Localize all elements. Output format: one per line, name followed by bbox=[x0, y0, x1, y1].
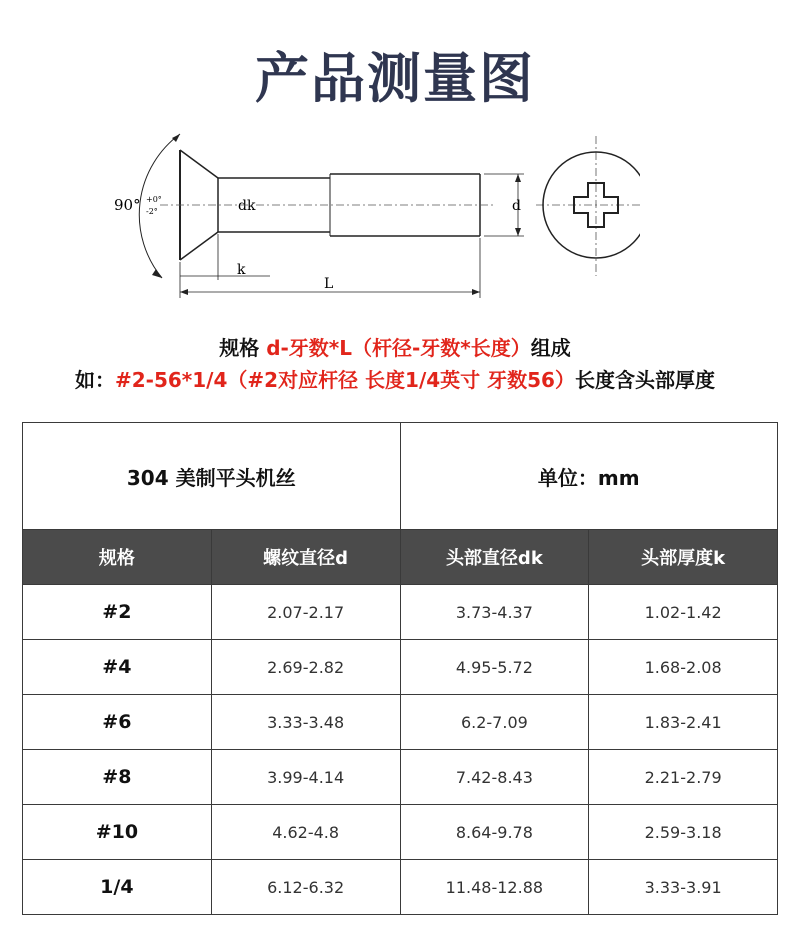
thread-diameter-cell: 3.99-4.14 bbox=[211, 750, 400, 805]
unit-cell: 单位：mm bbox=[400, 423, 778, 530]
d-arrow-bottom bbox=[515, 228, 521, 236]
head-diameter-cell: 7.42-8.43 bbox=[400, 750, 589, 805]
page-title: 产品测量图 bbox=[255, 47, 535, 110]
table-row bbox=[23, 695, 778, 750]
size-cell: #2 bbox=[23, 585, 212, 640]
column-header-size: 规格 bbox=[23, 530, 212, 585]
head-upper-taper bbox=[180, 150, 218, 178]
head-diameter-cell: 6.2-7.09 bbox=[400, 695, 589, 750]
thread-diameter-cell: 2.69-2.82 bbox=[211, 640, 400, 695]
angle-arrow-top bbox=[172, 134, 180, 142]
spec-format-suffix: 组成 bbox=[530, 336, 571, 360]
d-arrow-top bbox=[515, 174, 521, 182]
head-diameter-cell: 11.48-12.88 bbox=[400, 860, 589, 915]
angle-arrow-bottom bbox=[152, 269, 162, 278]
spec-format-highlight: d-牙数*L（杆径-牙数*长度） bbox=[266, 336, 531, 360]
spec-example-note bbox=[0, 364, 790, 393]
screw-measurement-diagram bbox=[100, 128, 640, 308]
spec-table bbox=[22, 422, 778, 915]
column-header-thread-diameter: 螺纹直径d bbox=[211, 530, 400, 585]
l-arrow-right bbox=[472, 289, 480, 295]
table-caption-row bbox=[23, 423, 778, 530]
head-thickness-cell: 1.02-1.42 bbox=[589, 585, 778, 640]
spec-example-highlight: #2-56*1/4（#2对应杆径 长度1/4英寸 牙数56） bbox=[115, 368, 575, 392]
table-header-row bbox=[23, 530, 778, 585]
head-diameter-cell: 8.64-9.78 bbox=[400, 805, 589, 860]
product-name-cell: 304 美制平头机丝 bbox=[23, 423, 401, 530]
d-label: d bbox=[512, 198, 521, 214]
angle-tol-plus: +0° bbox=[146, 195, 162, 204]
size-cell: #8 bbox=[23, 750, 212, 805]
thread-diameter-cell: 3.33-3.48 bbox=[211, 695, 400, 750]
dk-label: dk bbox=[238, 198, 256, 214]
head-thickness-cell: 3.33-3.91 bbox=[589, 860, 778, 915]
thread-diameter-cell: 6.12-6.32 bbox=[211, 860, 400, 915]
table-row bbox=[23, 640, 778, 695]
spec-example-suffix: 长度含头部厚度 bbox=[574, 368, 715, 392]
l-label: L bbox=[324, 276, 334, 292]
angle-label: 90° bbox=[114, 196, 141, 214]
thread-diameter-cell: 4.62-4.8 bbox=[211, 805, 400, 860]
head-thickness-cell: 1.83-2.41 bbox=[589, 695, 778, 750]
spec-format-note bbox=[0, 332, 790, 361]
angle-tol-minus: -2° bbox=[146, 207, 158, 216]
size-cell: #4 bbox=[23, 640, 212, 695]
size-cell: #6 bbox=[23, 695, 212, 750]
spec-example-prefix: 如： bbox=[75, 368, 115, 392]
table-row bbox=[23, 860, 778, 915]
head-thickness-cell: 2.21-2.79 bbox=[589, 750, 778, 805]
size-cell: 1/4 bbox=[23, 860, 212, 915]
size-cell: #10 bbox=[23, 805, 212, 860]
head-thickness-cell: 1.68-2.08 bbox=[589, 640, 778, 695]
table-row bbox=[23, 805, 778, 860]
head-diameter-cell: 3.73-4.37 bbox=[400, 585, 589, 640]
l-arrow-left bbox=[180, 289, 188, 295]
head-thickness-cell: 2.59-3.18 bbox=[589, 805, 778, 860]
column-header-head-thickness: 头部厚度k bbox=[589, 530, 778, 585]
k-label: k bbox=[237, 262, 246, 278]
head-lower-taper bbox=[180, 232, 218, 260]
head-diameter-cell: 4.95-5.72 bbox=[400, 640, 589, 695]
column-header-head-diameter: 头部直径dk bbox=[400, 530, 589, 585]
table-row bbox=[23, 750, 778, 805]
table-row bbox=[23, 585, 778, 640]
spec-format-prefix: 规格 bbox=[219, 336, 267, 360]
angle-arc bbox=[139, 134, 180, 278]
thread-diameter-cell: 2.07-2.17 bbox=[211, 585, 400, 640]
